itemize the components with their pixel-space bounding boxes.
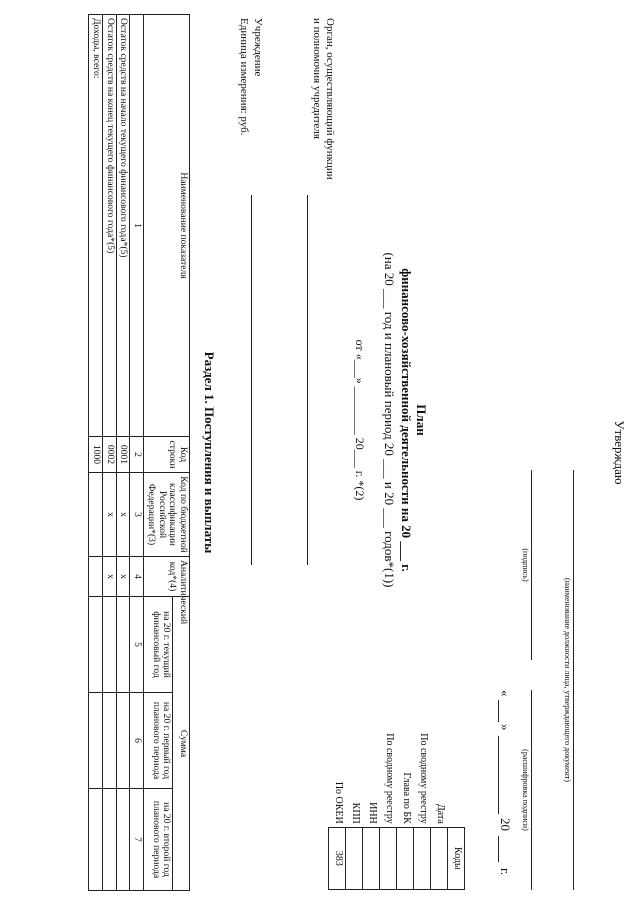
row-analytic-code [89,557,103,597]
row-current-year [89,597,103,693]
row-budget-code: x [116,473,130,557]
column-number: 3 [130,473,144,557]
codes-row [329,566,346,890]
plan-period: (на 20 ___ год и плановый период 20 ___ и 20 ___ годов*(1)) [382,252,397,588]
codes-label: ИНН [367,802,379,824]
codes-value [346,827,363,889]
header-line-code: Код строки [144,437,190,473]
row-first-plan-year [89,693,103,789]
section-title: Раздел 1. Поступления и выплаты [202,351,217,554]
table-row [89,15,103,891]
approval-date-open: « [498,690,513,697]
column-numbers-row [130,15,144,891]
row-current-year [116,597,130,693]
row-current-year [102,597,116,693]
codes-label: По сводному реестру [418,733,430,824]
row-line-code: 0002 [102,437,116,473]
institution-value-line [251,195,262,565]
column-number: 7 [130,789,144,891]
codes-label: По сводному реестру [384,733,396,824]
codes-row [431,566,448,890]
header-analytic-code: Аналитический код*(4) [144,557,190,597]
approval-decode-line [531,690,548,890]
codes-label: Дата [435,803,447,824]
column-number: 2 [130,437,144,473]
approval-date-year-suffix: г. [498,868,513,876]
row-analytic-code: x [116,557,130,597]
header-name: Наименование показателя [144,15,190,437]
unit-label: Единица измерения: руб. [238,18,250,136]
approval-date-year-prefix: 20 [498,818,513,831]
column-number: 4 [130,557,144,597]
row-second-plan-year [102,789,116,891]
header-budget-code: Код по бюджетной классификации Российской Федерации*(3) [144,473,190,557]
row-first-plan-year [116,693,130,789]
approval-date-day-line [498,700,514,722]
row-line-code: 1000 [89,437,103,473]
codes-row [414,566,431,890]
codes-table [328,566,465,890]
receipts-table [88,14,190,891]
approval-decode-caption: (расшифровка подписи) [521,749,530,831]
row-name: Доходы, всего: [89,15,103,437]
plan-date-line: от «___» ________ 20___ г. *(2) [353,339,367,501]
codes-row [363,566,380,890]
codes-value [431,827,448,889]
codes-header: Коды [448,827,465,889]
column-number: 1 [130,15,144,437]
codes-label: Глава по БК [401,772,413,824]
plan-title: План [414,404,429,436]
codes-row [397,566,414,890]
codes-value [414,827,431,889]
row-second-plan-year [116,789,130,891]
row-name: Остаток средств на начало текущего финансового года*(5) [116,15,130,437]
column-number: 5 [130,597,144,693]
codes-value [380,827,397,889]
header-second-plan-year: на 20 г. второй год планового периода [144,789,173,891]
approval-position-line [573,470,592,890]
row-first-plan-year [102,693,116,789]
codes-value: 383 [329,827,346,889]
codes-row [380,566,397,890]
approval-signature-caption: (подпись) [521,548,530,582]
approval-date-year-line [498,836,514,862]
column-number: 6 [130,693,144,789]
row-budget-code [89,473,103,557]
institution-label: Учреждение [252,18,264,77]
header-current-year: на 20 г. текущий финансовый год [144,597,173,693]
row-line-code: 0001 [116,437,130,473]
approval-signature-line [531,470,548,660]
founder-label: Орган, осуществляющий функции и полномочия учредителя [311,18,336,180]
plan-subtitle: финансово-хозяйственной деятельности на 20 ___ г. [399,268,414,572]
row-analytic-code: x [102,557,116,597]
approval-title: Утверждаю [612,420,627,485]
approval-position-caption: (наименование должности лица, утверждающего документ) [563,578,572,782]
row-budget-code: x [102,473,116,557]
founder-value-line [307,195,318,565]
codes-value [397,827,414,889]
header-first-plan-year: на 20 г. первый год планового периода [144,693,173,789]
table-row [116,15,130,891]
codes-row [346,566,363,890]
table-row [102,15,116,891]
approval-date-close: » [498,724,513,731]
header-sum: Сумма [173,597,190,891]
codes-label: КПП [350,802,362,824]
row-second-plan-year [89,789,103,891]
row-name: Остаток средств на конец текущего финансового года*(5) [102,15,116,437]
codes-label: По ОКЕИ [333,781,345,824]
approval-date-month-line [498,736,514,814]
codes-value [363,827,380,889]
approval-date [494,690,514,905]
